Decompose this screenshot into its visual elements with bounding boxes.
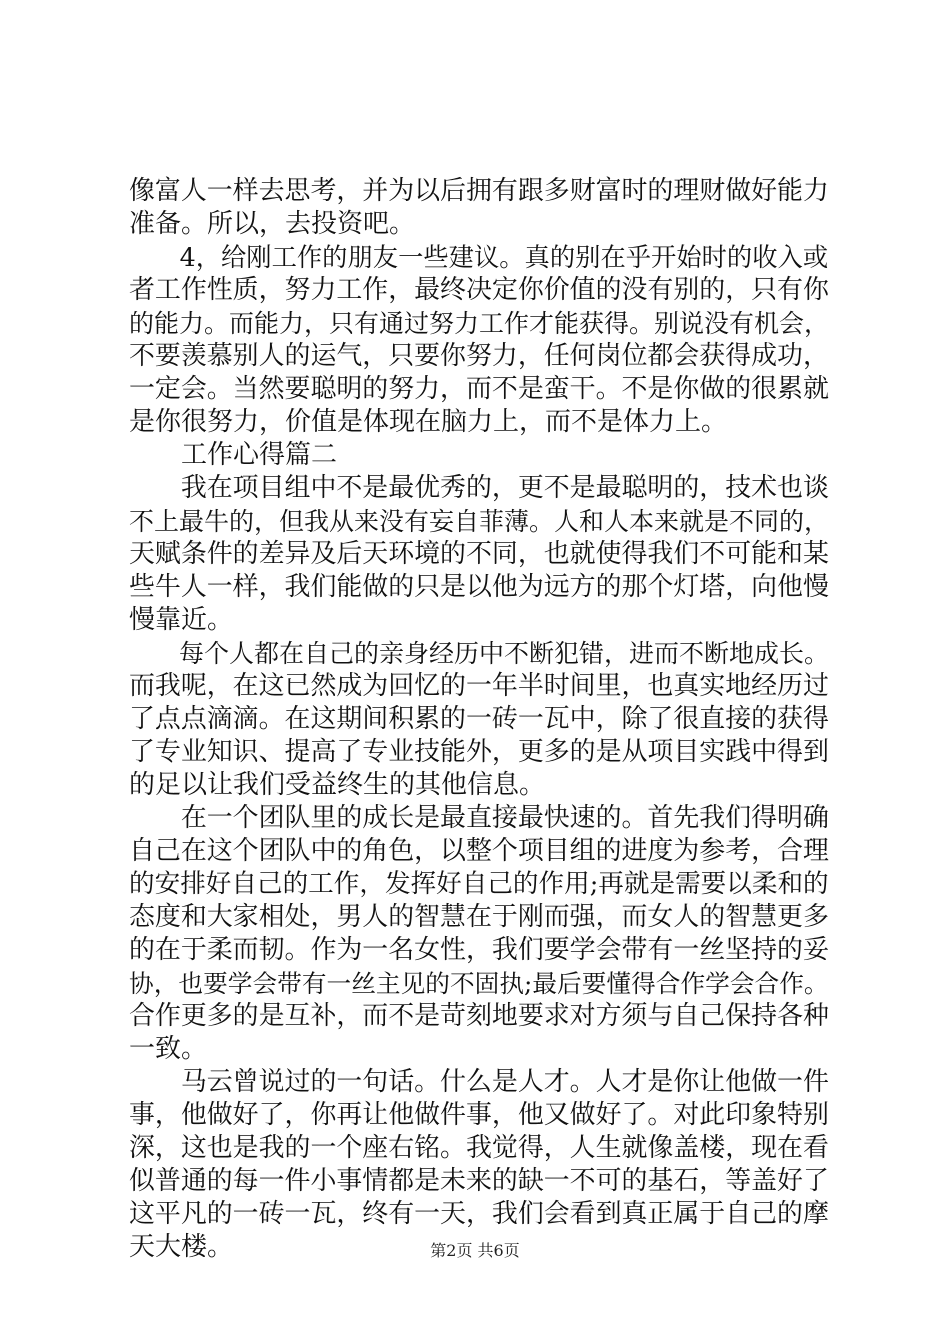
text-line: 了点点滴滴。在这期间积累的一砖一瓦中，除了很直接的获得 [129,704,829,734]
text-line: 些牛人一样，我们能做的只是以他为远方的那个灯塔，向他慢 [129,572,829,602]
text-line: 协，也要学会带有一丝主见的不固执;最后要懂得合作学会合作。 [129,969,829,998]
text-line: 天赋条件的差异及后天环境的不同，也就使得我们不可能和某 [129,539,829,569]
text-line: 我在项目组中不是最优秀的，更不是最聪明的，技术也谈 [129,473,829,503]
text-line: 似普通的每一件小事情都是未来的缺一不可的基石，等盖好了 [129,1166,829,1196]
text-line: 工作心得篇二 [129,440,338,470]
text-line: 在一个团队里的成长是最直接最快速的。首先我们得明确 [129,803,829,833]
text-line: 是你很努力，价值是体现在脑力上，而不是体力上。 [129,407,728,437]
text-line: 4，给刚工作的朋友一些建议。真的别在乎开始时的收入或 [129,243,829,272]
text-line: 不上最牛的，但我从来没有妄自菲薄。人和人本来就是不同的， [129,507,830,536]
text-line: 态度和大家相处，男人的智慧在于刚而强，而女人的智慧更多 [129,902,829,932]
text-line: 慢靠近。 [129,605,234,635]
page-footer: 第2页 共6页 [430,1241,520,1260]
text-line: 而我呢，在这已然成为回忆的一年半时间里，也真实地经历过 [129,671,829,701]
text-line: 像富人一样去思考，并为以后拥有跟多财富时的理财做好能力 [129,176,829,206]
text-line: 自己在这个团队中的角色，以整个项目组的进度为参考，合理 [129,836,829,866]
text-line: 深，这也是我的一个座右铭。我觉得，人生就像盖楼，现在看 [129,1133,829,1163]
text-line: 一定会。当然要聪明的努力，而不是蛮干。不是你做的很累就 [129,374,829,404]
text-line: 的在于柔而韧。作为一名女性，我们要学会带有一丝坚持的妥 [129,935,829,965]
text-line: 者工作性质，努力工作，最终决定你价值的没有别的，只有你 [129,275,829,305]
text-line: 事，他做好了，你再让他做件事，他又做好了。对此印象特别 [129,1100,829,1130]
text-line: 准备。所以，去投资吧。 [129,209,416,239]
text-line: 马云曾说过的一句话。什么是人才。人才是你让他做一件 [129,1067,829,1097]
text-line: 的能力。而能力，只有通过努力工作才能获得。别说没有机会， [129,309,830,338]
text-line: 的足以让我们受益终生的其他信息。 [129,770,546,800]
text-line: 的安排好自己的工作，发挥好自己的作用;再就是需要以柔和的 [129,869,829,899]
document-body [129,175,829,1264]
text-line: 不要羡慕别人的运气，只要你努力，任何岗位都会获得成功， [129,341,829,371]
text-line: 这平凡的一砖一瓦，终有一天，我们会看到真正属于自己的摩 [129,1199,829,1229]
text-line: 天大楼。 [129,1232,234,1262]
text-line: 每个人都在自己的亲身经历中不断犯错，进而不断地成长。 [129,639,830,668]
text-line: 一致。 [129,1034,208,1064]
text-line: 了专业知识、提高了专业技能外，更多的是从项目实践中得到 [129,737,829,767]
text-line: 合作更多的是互补，而不是苛刻地要求对方须与自己保持各种 [129,1001,829,1031]
